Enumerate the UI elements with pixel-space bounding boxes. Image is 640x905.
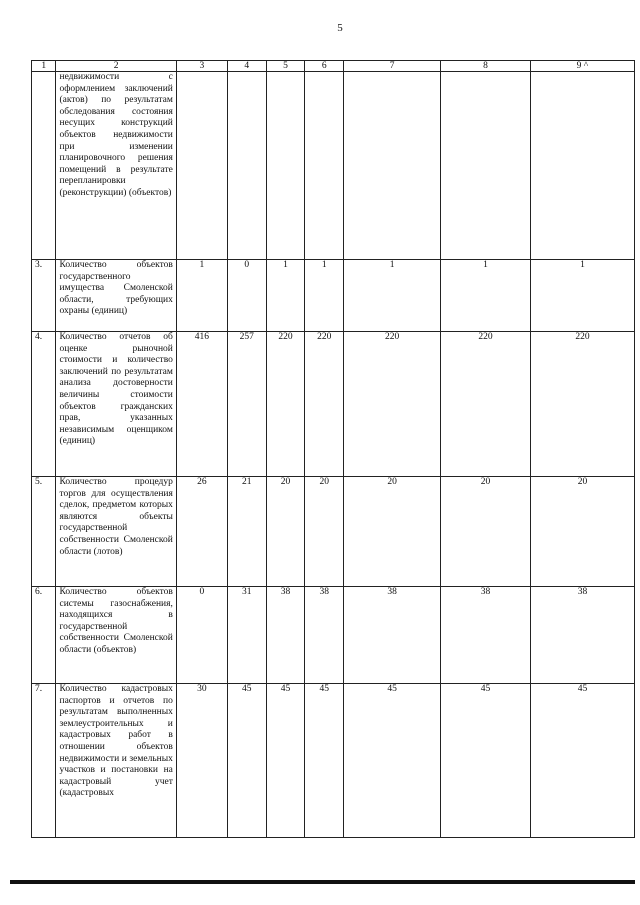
- table-row: [32, 260, 635, 332]
- row-index: 6.: [32, 587, 56, 684]
- value-cell: 1: [305, 260, 344, 332]
- value-cell: 38: [305, 587, 344, 684]
- value-cell: 1: [530, 260, 634, 332]
- row-description: Количество объектов государственного имущества Смоленской области, требующих охраны (единиц): [56, 260, 176, 332]
- value-cell: 220: [266, 332, 305, 477]
- value-cell: [305, 72, 344, 260]
- value-cell: [176, 72, 227, 260]
- value-cell: [227, 72, 266, 260]
- value-cell: 20: [530, 477, 634, 587]
- footer-rule: [10, 880, 635, 884]
- header-cell: 4: [227, 61, 266, 72]
- row-description: Количество отчетов об оценке рыночной стоимости и количество заключений по результатам анализа достоверности величины стоимости объектов гражданских прав, указанных независимым оценщиком (единиц): [56, 332, 176, 477]
- value-cell: 20: [305, 477, 344, 587]
- value-cell: 220: [441, 332, 531, 477]
- value-cell: 45: [227, 684, 266, 838]
- value-cell: [266, 72, 305, 260]
- value-cell: 26: [176, 477, 227, 587]
- row-index: 5.: [32, 477, 56, 587]
- table-row: [32, 72, 635, 260]
- value-cell: 220: [344, 332, 441, 477]
- header-cell: 6: [305, 61, 344, 72]
- value-cell: 220: [305, 332, 344, 477]
- value-cell: 45: [305, 684, 344, 838]
- value-cell: 45: [344, 684, 441, 838]
- page-number: 5: [337, 22, 343, 34]
- value-cell: 0: [176, 587, 227, 684]
- value-cell: 31: [227, 587, 266, 684]
- value-cell: 38: [441, 587, 531, 684]
- table-row: [32, 332, 635, 477]
- value-cell: 45: [266, 684, 305, 838]
- row-description: Количество объектов системы газоснабжения, находящихся в государственной собственности Смоленской области (объектов): [56, 587, 176, 684]
- header-cell: 1: [32, 61, 56, 72]
- table-row: [32, 684, 635, 838]
- header-cell: 5: [266, 61, 305, 72]
- value-cell: 20: [266, 477, 305, 587]
- value-cell: 20: [344, 477, 441, 587]
- row-index: 4.: [32, 332, 56, 477]
- row-description: недвижимости с оформлением заключений (актов) по результатам обследования состояния несущих конструкций объектов недвижимости при изменении планировочного решения помещений в результате перепланировки (реконструкции) (объектов): [56, 72, 176, 260]
- indicators-table: [31, 60, 635, 838]
- table-row: [32, 587, 635, 684]
- value-cell: 45: [441, 684, 531, 838]
- value-cell: 20: [441, 477, 531, 587]
- header-cell: 2: [56, 61, 176, 72]
- value-cell: 30: [176, 684, 227, 838]
- row-description: Количество кадастровых паспортов и отчетов по результатам выполненных землеустроительных и кадастровых работ в отношении объектов недвижимости и земельных участков и постановки на кадастровый учет (кадастровых: [56, 684, 176, 838]
- table-row: [32, 477, 635, 587]
- header-cell: 3: [176, 61, 227, 72]
- value-cell: 257: [227, 332, 266, 477]
- value-cell: 21: [227, 477, 266, 587]
- value-cell: 38: [266, 587, 305, 684]
- value-cell: 38: [344, 587, 441, 684]
- value-cell: 38: [530, 587, 634, 684]
- header-cell: 8: [441, 61, 531, 72]
- header-row: [32, 61, 635, 72]
- row-index: [32, 72, 56, 260]
- row-description: Количество процедур торгов для осуществления сделок, предметом которых являются объекты государственной собственности Смоленской области (лотов): [56, 477, 176, 587]
- row-index: 3.: [32, 260, 56, 332]
- header-cell: 9 ^: [530, 61, 634, 72]
- row-index: 7.: [32, 684, 56, 838]
- value-cell: 1: [266, 260, 305, 332]
- value-cell: 220: [530, 332, 634, 477]
- value-cell: 0: [227, 260, 266, 332]
- value-cell: [344, 72, 441, 260]
- header-cell: 7: [344, 61, 441, 72]
- value-cell: [530, 72, 634, 260]
- value-cell: 416: [176, 332, 227, 477]
- value-cell: 1: [441, 260, 531, 332]
- value-cell: 1: [344, 260, 441, 332]
- value-cell: [441, 72, 531, 260]
- value-cell: 1: [176, 260, 227, 332]
- value-cell: 45: [530, 684, 634, 838]
